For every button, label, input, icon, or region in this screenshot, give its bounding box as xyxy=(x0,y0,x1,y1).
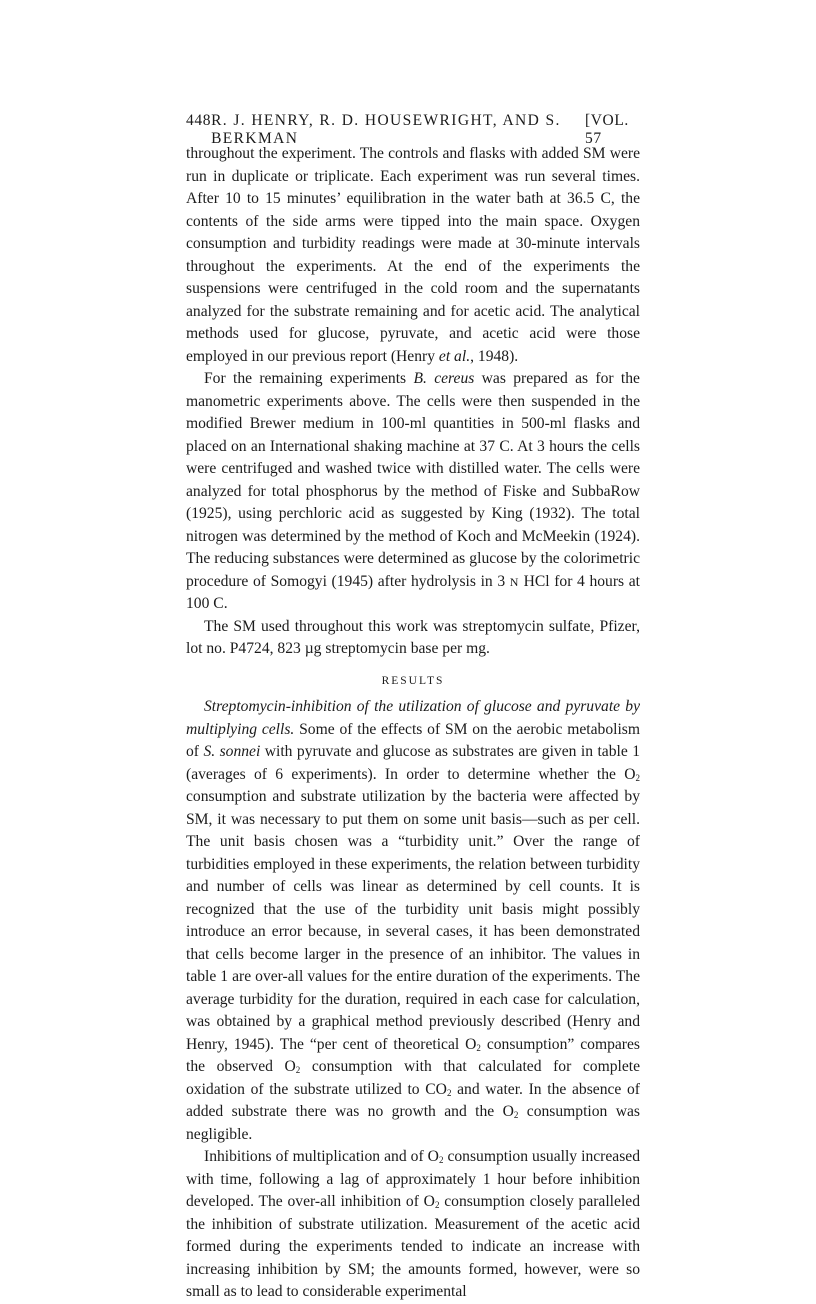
paragraph-results-inhibition: Streptomycin-inhibition of the utilization of glucose and pyruvate by multiplying cells. Some of the effects of SM on the aerobic metabolism of S. sonnei with pyruvate and glucose as substrates are given in table 1 (averages of 6 experiments). In order to determine whether the $O_2$ consumption and substrate utilization by the bacteria were affected by SM, it was necessary to put them on some unit basis—such as per cell. The unit basis chosen was a “turbidity unit.” Over the range of turbidities employed in these experiments, the relation between turbidity and number of cells was linear as determined by cell counts. It is recognized that the use of the turbidity unit basis might possibly introduce an error because, in several cases, it has been demonstrated that cells become larger in the presence of an inhibitor. The values in table 1 are over-all values for the entire duration of the experiments. The average turbidity for the duration, required in each case for calculation, was obtained by a graphical method previously described (Henry and Henry, 1945). The “per cent of theoretical $O_2$ consumption” compares the observed $O_2$ consumption with that calculated for complete oxidation of the substrate utilized to $CO_2$ and water. In the absence of added substrate there was no growth and the $O_2$ consumption was negligible. xyxy=(186,698,640,1143)
paragraph-streptomycin-source: The SM used throughout this work was streptomycin sulfate, Pfizer, lot no. P4724, 823 µg streptomycin base per mg. xyxy=(186,617,640,657)
running-head-authors: R. J. HENRY, R. D. HOUSEWRIGHT, AND S. BERKMAN xyxy=(211,112,561,147)
page-number: 448 xyxy=(186,112,212,129)
volume-number: [VOL. 57 xyxy=(584,112,629,147)
section-heading-results: RESULTS xyxy=(381,674,445,687)
results-subheading: Streptomycin-inhibition of the utilization of glucose and pyruvate by multiplying cells. xyxy=(186,698,640,738)
paragraph-methods-continued: throughout the experiment. The controls and flasks with added SM were run in duplicate or triplicate. Each experiment was run several times. After 10 to 15 minutes’ equilibration in the water bath at 36.5 C, the contents of the side arms were tipped into the main space. Oxygen consumption and turbidity readings were made at 30-minute intervals throughout the experiments. At the end of the experiments the suspensions were centrifuged in the cold room and the supernatants analyzed for the substrate remaining and for acetic acid. The analytical methods used for glucose, pyruvate, and acetic acid were those employed in our previous report (Henry et al., 1948). xyxy=(186,145,640,365)
article-body xyxy=(186,143,640,1304)
paragraph-results-time-course: Inhibitions of multiplication and of $O_2$ consumption usually increased with time, following a lag of approximately 1 hour before inhibition developed. The over-all inhibition of $O_2$ consumption closely paralleled the inhibition of substrate utilization. Measurement of the acetic acid formed during the experiments tended to indicate an increase with increasing inhibition by SM; the amounts formed, however, were so small as to lead to considerable experimental xyxy=(186,1148,640,1300)
paragraph-bacillus-methods: For the remaining experiments B. cereus was prepared as for the manometric experiments above. The cells were then suspended in the modified Brewer medium in 100-ml quantities in 500-ml flasks and placed on an International shaking machine at 37 C. At 3 hours the cells were centrifuged and washed twice with distilled water. The cells were analyzed for total phosphorus by the method of Fiske and SubbaRow (1925), using perchloric acid as suggested by King (1932). The total nitrogen was determined by the method of Koch and McMeekin (1924). The reducing substances were determined as glucose by the colorimetric procedure of Somogyi (1945) after hydrolysis in 3 N HCl for 4 hours at 100 C. xyxy=(186,370,641,612)
